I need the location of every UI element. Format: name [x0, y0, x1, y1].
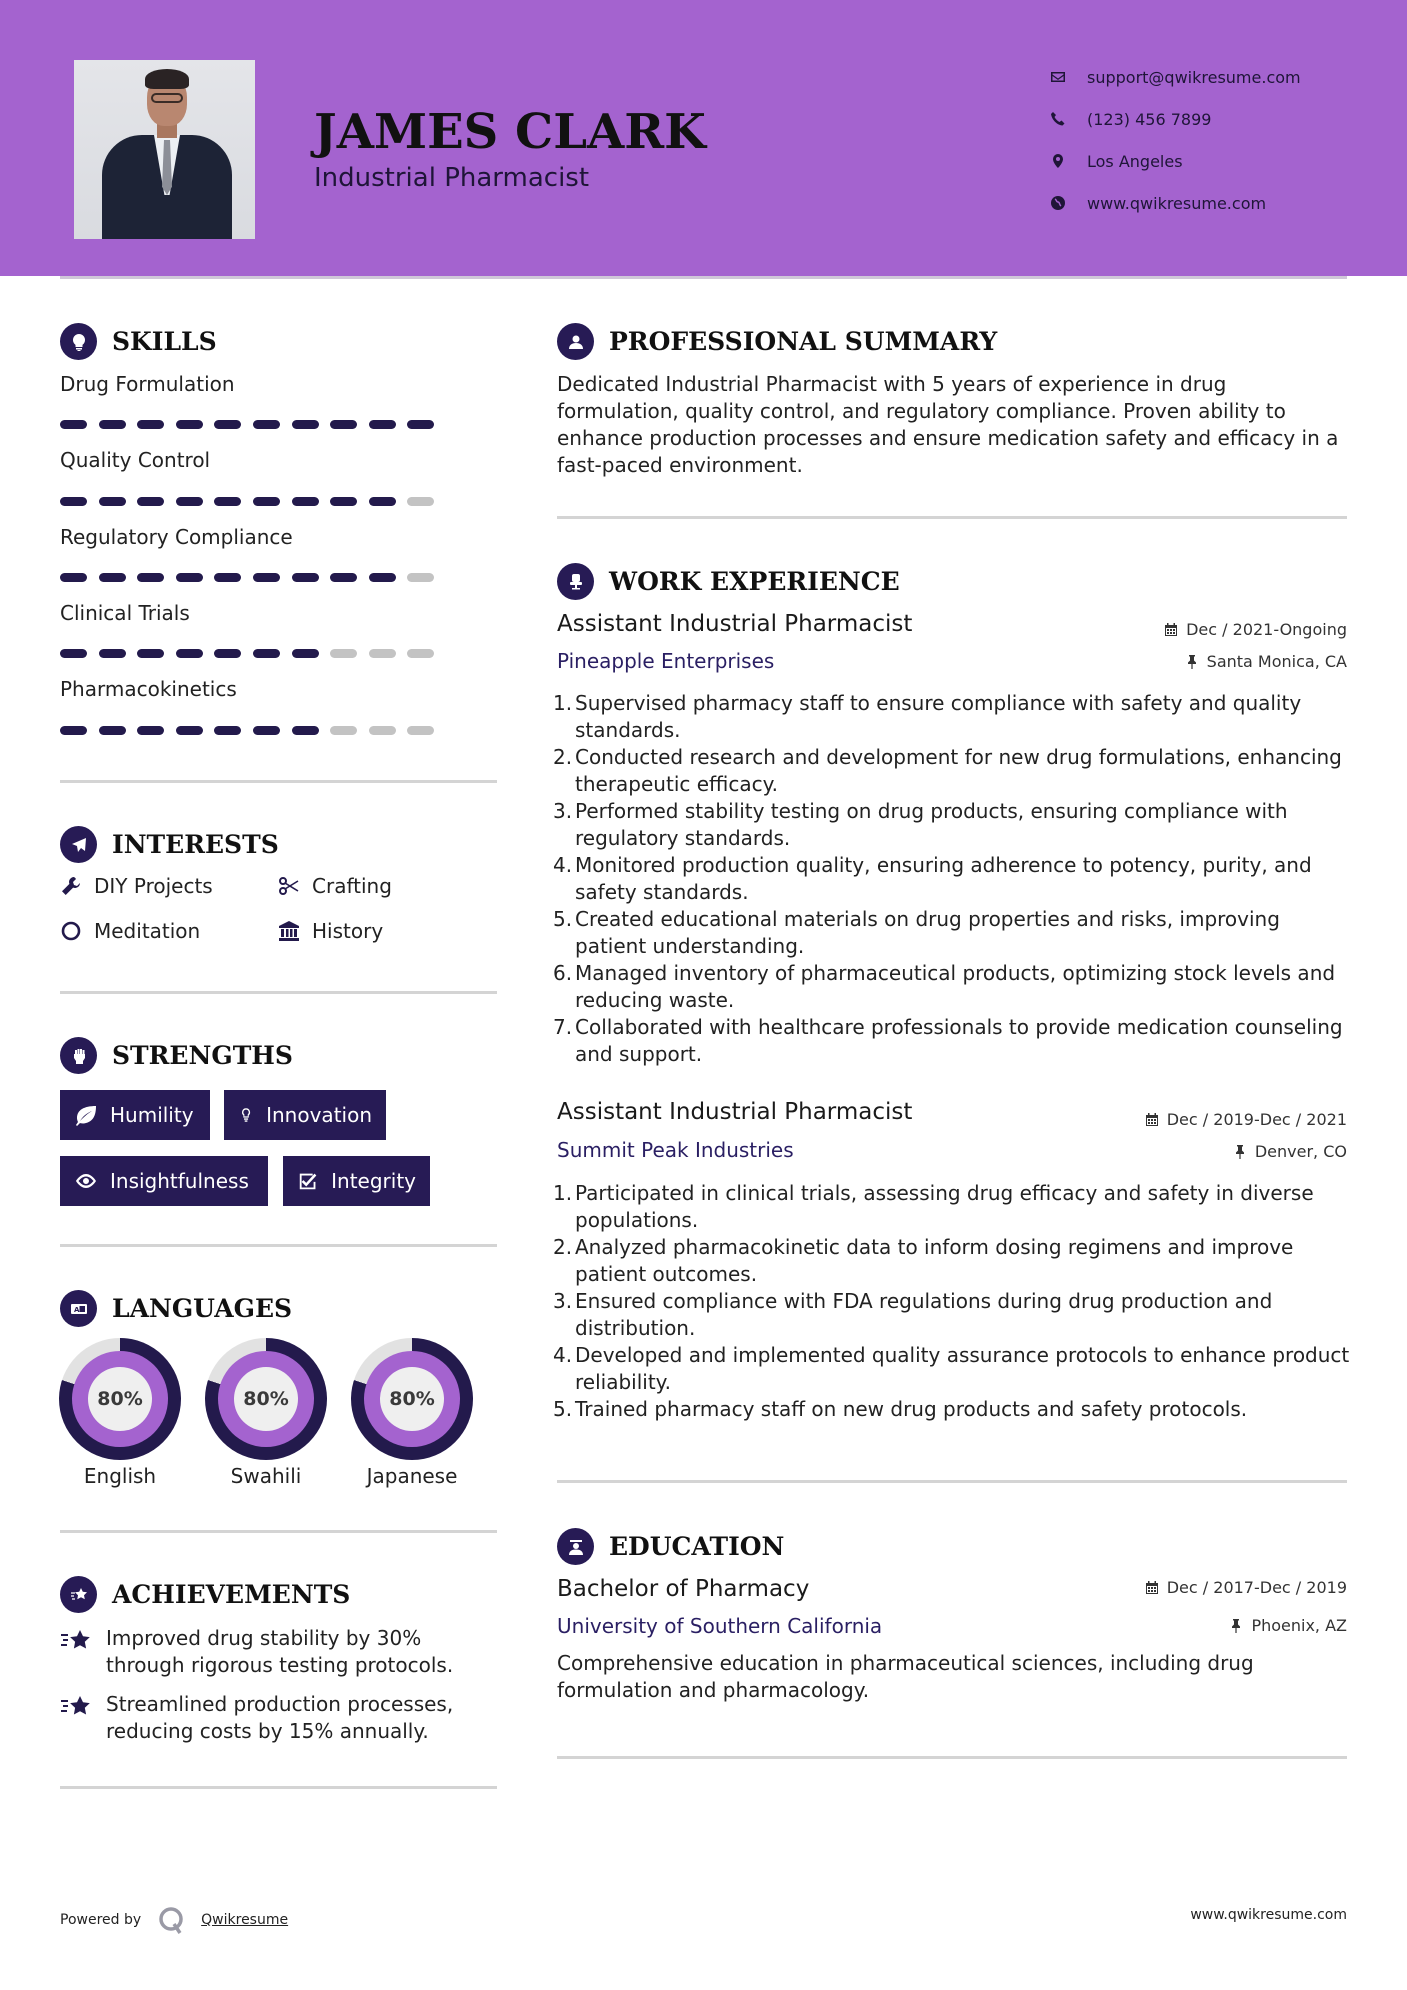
- education-location: Phoenix, AZ: [1229, 1616, 1347, 1635]
- user-icon: [557, 323, 594, 360]
- fist-icon: [60, 1037, 97, 1074]
- lightbulb-icon: [60, 323, 97, 360]
- office-chair-icon: [557, 563, 594, 600]
- map-marker-icon: [1050, 153, 1087, 169]
- section-divider: [60, 1530, 497, 1533]
- skill-level-bar: [60, 726, 446, 735]
- summary-heading: PROFESSIONAL SUMMARY: [557, 323, 997, 360]
- translate-icon: [60, 1290, 97, 1327]
- wrench-icon: [60, 875, 82, 897]
- strength-badge: Humility: [60, 1090, 210, 1140]
- language-item: 80% Swahili: [205, 1338, 327, 1488]
- skill-name: Pharmacokinetics: [60, 677, 237, 701]
- skill-name: Clinical Trials: [60, 601, 190, 625]
- contact-phone[interactable]: (123) 456 7899: [1050, 98, 1301, 140]
- company-name: Pineapple Enterprises: [557, 649, 775, 673]
- interest-item: Meditation: [60, 919, 200, 943]
- checkbox-icon: [297, 1170, 319, 1192]
- job-title: Assistant Industrial Pharmacist: [557, 611, 913, 637]
- education-description: Comprehensive education in pharmaceutical sciences, including drug formulation and pharmacology.: [557, 1651, 1254, 1702]
- language-proficiency-ring: 80%: [59, 1338, 181, 1460]
- degree-title: Bachelor of Pharmacy: [557, 1576, 810, 1602]
- envelope-icon: [1050, 69, 1087, 85]
- lightbulb-icon: [238, 1104, 254, 1126]
- skill-level-bar: [60, 573, 446, 582]
- company-name: Summit Peak Industries: [557, 1138, 794, 1162]
- pushpin-icon: [1185, 655, 1199, 669]
- shooting-star-icon: [60, 1694, 92, 1720]
- circle-icon: [60, 920, 82, 942]
- profile-photo: [74, 60, 255, 239]
- candidate-name: JAMES CLARK: [314, 104, 706, 160]
- job-dates: Dec / 2021-Ongoing: [1164, 620, 1347, 639]
- paper-plane-icon: [60, 826, 97, 863]
- contact-list: [1050, 56, 1301, 224]
- section-divider: [60, 991, 497, 994]
- achievement-item: Improved drug stability by 30% through rigorous testing protocols.: [60, 1625, 490, 1679]
- phone-icon: [1050, 111, 1087, 127]
- header-divider: [60, 276, 1347, 279]
- graduate-icon: [557, 1528, 594, 1565]
- education-heading: EDUCATION: [557, 1528, 784, 1565]
- achievements-heading: ACHIEVEMENTS: [60, 1576, 350, 1613]
- globe-icon: [1050, 195, 1087, 211]
- section-divider: [557, 1756, 1347, 1759]
- eye-icon: [74, 1170, 98, 1192]
- interest-item: Crafting: [278, 874, 392, 898]
- skill-level-bar: [60, 497, 446, 506]
- section-divider: [60, 1244, 497, 1247]
- skill-name: Quality Control: [60, 448, 211, 472]
- section-divider: [557, 1480, 1347, 1483]
- section-divider: [60, 1786, 497, 1789]
- language-proficiency-ring: 80%: [205, 1338, 327, 1460]
- qwikresume-logo-icon: [157, 1905, 187, 1935]
- contact-email[interactable]: support@qwikresume.com: [1050, 56, 1301, 98]
- achievement-item: Streamlined production processes, reducing costs by 15% annually.: [60, 1691, 490, 1745]
- section-divider: [557, 516, 1347, 519]
- skills-heading: SKILLS: [60, 323, 217, 360]
- job-bullets: Participated in clinical trials, assessing drug efficacy and safety in diverse populations. Analyzed pharmacokinetic data to inform dosing regimens and improve patient outcomes. Ensured compliance with FDA regulations during drug production and distribution. Developed and implemented quality assurance protocols to enhance product reliability. Trained pharmacy staff on new drug products and safety protocols.: [575, 1181, 1350, 1421]
- scissors-icon: [278, 875, 300, 897]
- shooting-star-icon: [60, 1628, 92, 1654]
- section-divider: [60, 780, 497, 783]
- strength-badge: Innovation: [224, 1090, 386, 1140]
- qwikresume-link[interactable]: Qwikresume: [201, 1912, 289, 1928]
- job-title: Assistant Industrial Pharmacist: [557, 1099, 913, 1125]
- leaf-icon: [74, 1104, 98, 1126]
- experience-heading: WORK EXPERIENCE: [557, 563, 900, 600]
- calendar-icon: [1164, 623, 1178, 637]
- interest-item: History: [278, 919, 383, 943]
- footer-website[interactable]: www.qwikresume.com: [1190, 1907, 1347, 1923]
- skill-name: Regulatory Compliance: [60, 525, 293, 549]
- contact-location: Los Angeles: [1050, 140, 1301, 182]
- pushpin-icon: [1229, 1619, 1243, 1633]
- summary-text: Dedicated Industrial Pharmacist with 5 years of experience in drug formulation, quality control, and regulatory compliance. Proven ability to enhance production processes and ensure medication safety and efficacy in a fast-paced environment.: [557, 372, 1339, 477]
- pushpin-icon: [1233, 1145, 1247, 1159]
- strength-badge: Integrity: [283, 1156, 430, 1206]
- bank-icon: [278, 920, 300, 942]
- strength-badge: Insightfulness: [60, 1156, 268, 1206]
- languages-heading: A LANGUAGES: [60, 1290, 292, 1327]
- job-bullets: Supervised pharmacy staff to ensure compliance with safety and quality standards. Conducted research and development for new drug formulations, enhancing therapeutic efficacy. Performed stability testing on drug products, ensuring compliance with regulatory standards. Monitored production quality, ensuring adherence to potency, purity, and safety standards. Created educational materials on drug properties and risks, improving patient understanding. Managed inventory of pharmaceutical products, optimizing stock levels and reducing waste. Collaborated with healthcare professionals to provide medication counseling and support.: [575, 691, 1343, 1066]
- job-location: Denver, CO: [1233, 1142, 1347, 1161]
- skill-level-bar: [60, 649, 446, 658]
- strengths-heading: STRENGTHS: [60, 1037, 293, 1074]
- education-dates: Dec / 2017-Dec / 2019: [1145, 1578, 1347, 1597]
- footer-powered-by: Powered by Qwikresume: [60, 1905, 288, 1935]
- language-item: 80% Japanese: [351, 1338, 473, 1488]
- language-proficiency-ring: 80%: [351, 1338, 473, 1460]
- language-item: 80% English: [59, 1338, 181, 1488]
- job-dates: Dec / 2019-Dec / 2021: [1145, 1110, 1347, 1129]
- interests-heading: INTERESTS: [60, 826, 279, 863]
- calendar-icon: [1145, 1581, 1159, 1595]
- skill-name: Drug Formulation: [60, 372, 235, 396]
- shooting-star-icon: [60, 1576, 97, 1613]
- interest-item: DIY Projects: [60, 874, 213, 898]
- candidate-title: Industrial Pharmacist: [314, 163, 590, 193]
- svg-text:A: A: [73, 1305, 79, 1314]
- school-name: University of Southern California: [557, 1614, 883, 1638]
- skill-level-bar: [60, 420, 446, 429]
- contact-website[interactable]: www.qwikresume.com: [1050, 182, 1301, 224]
- job-location: Santa Monica, CA: [1185, 652, 1347, 671]
- calendar-icon: [1145, 1113, 1159, 1127]
